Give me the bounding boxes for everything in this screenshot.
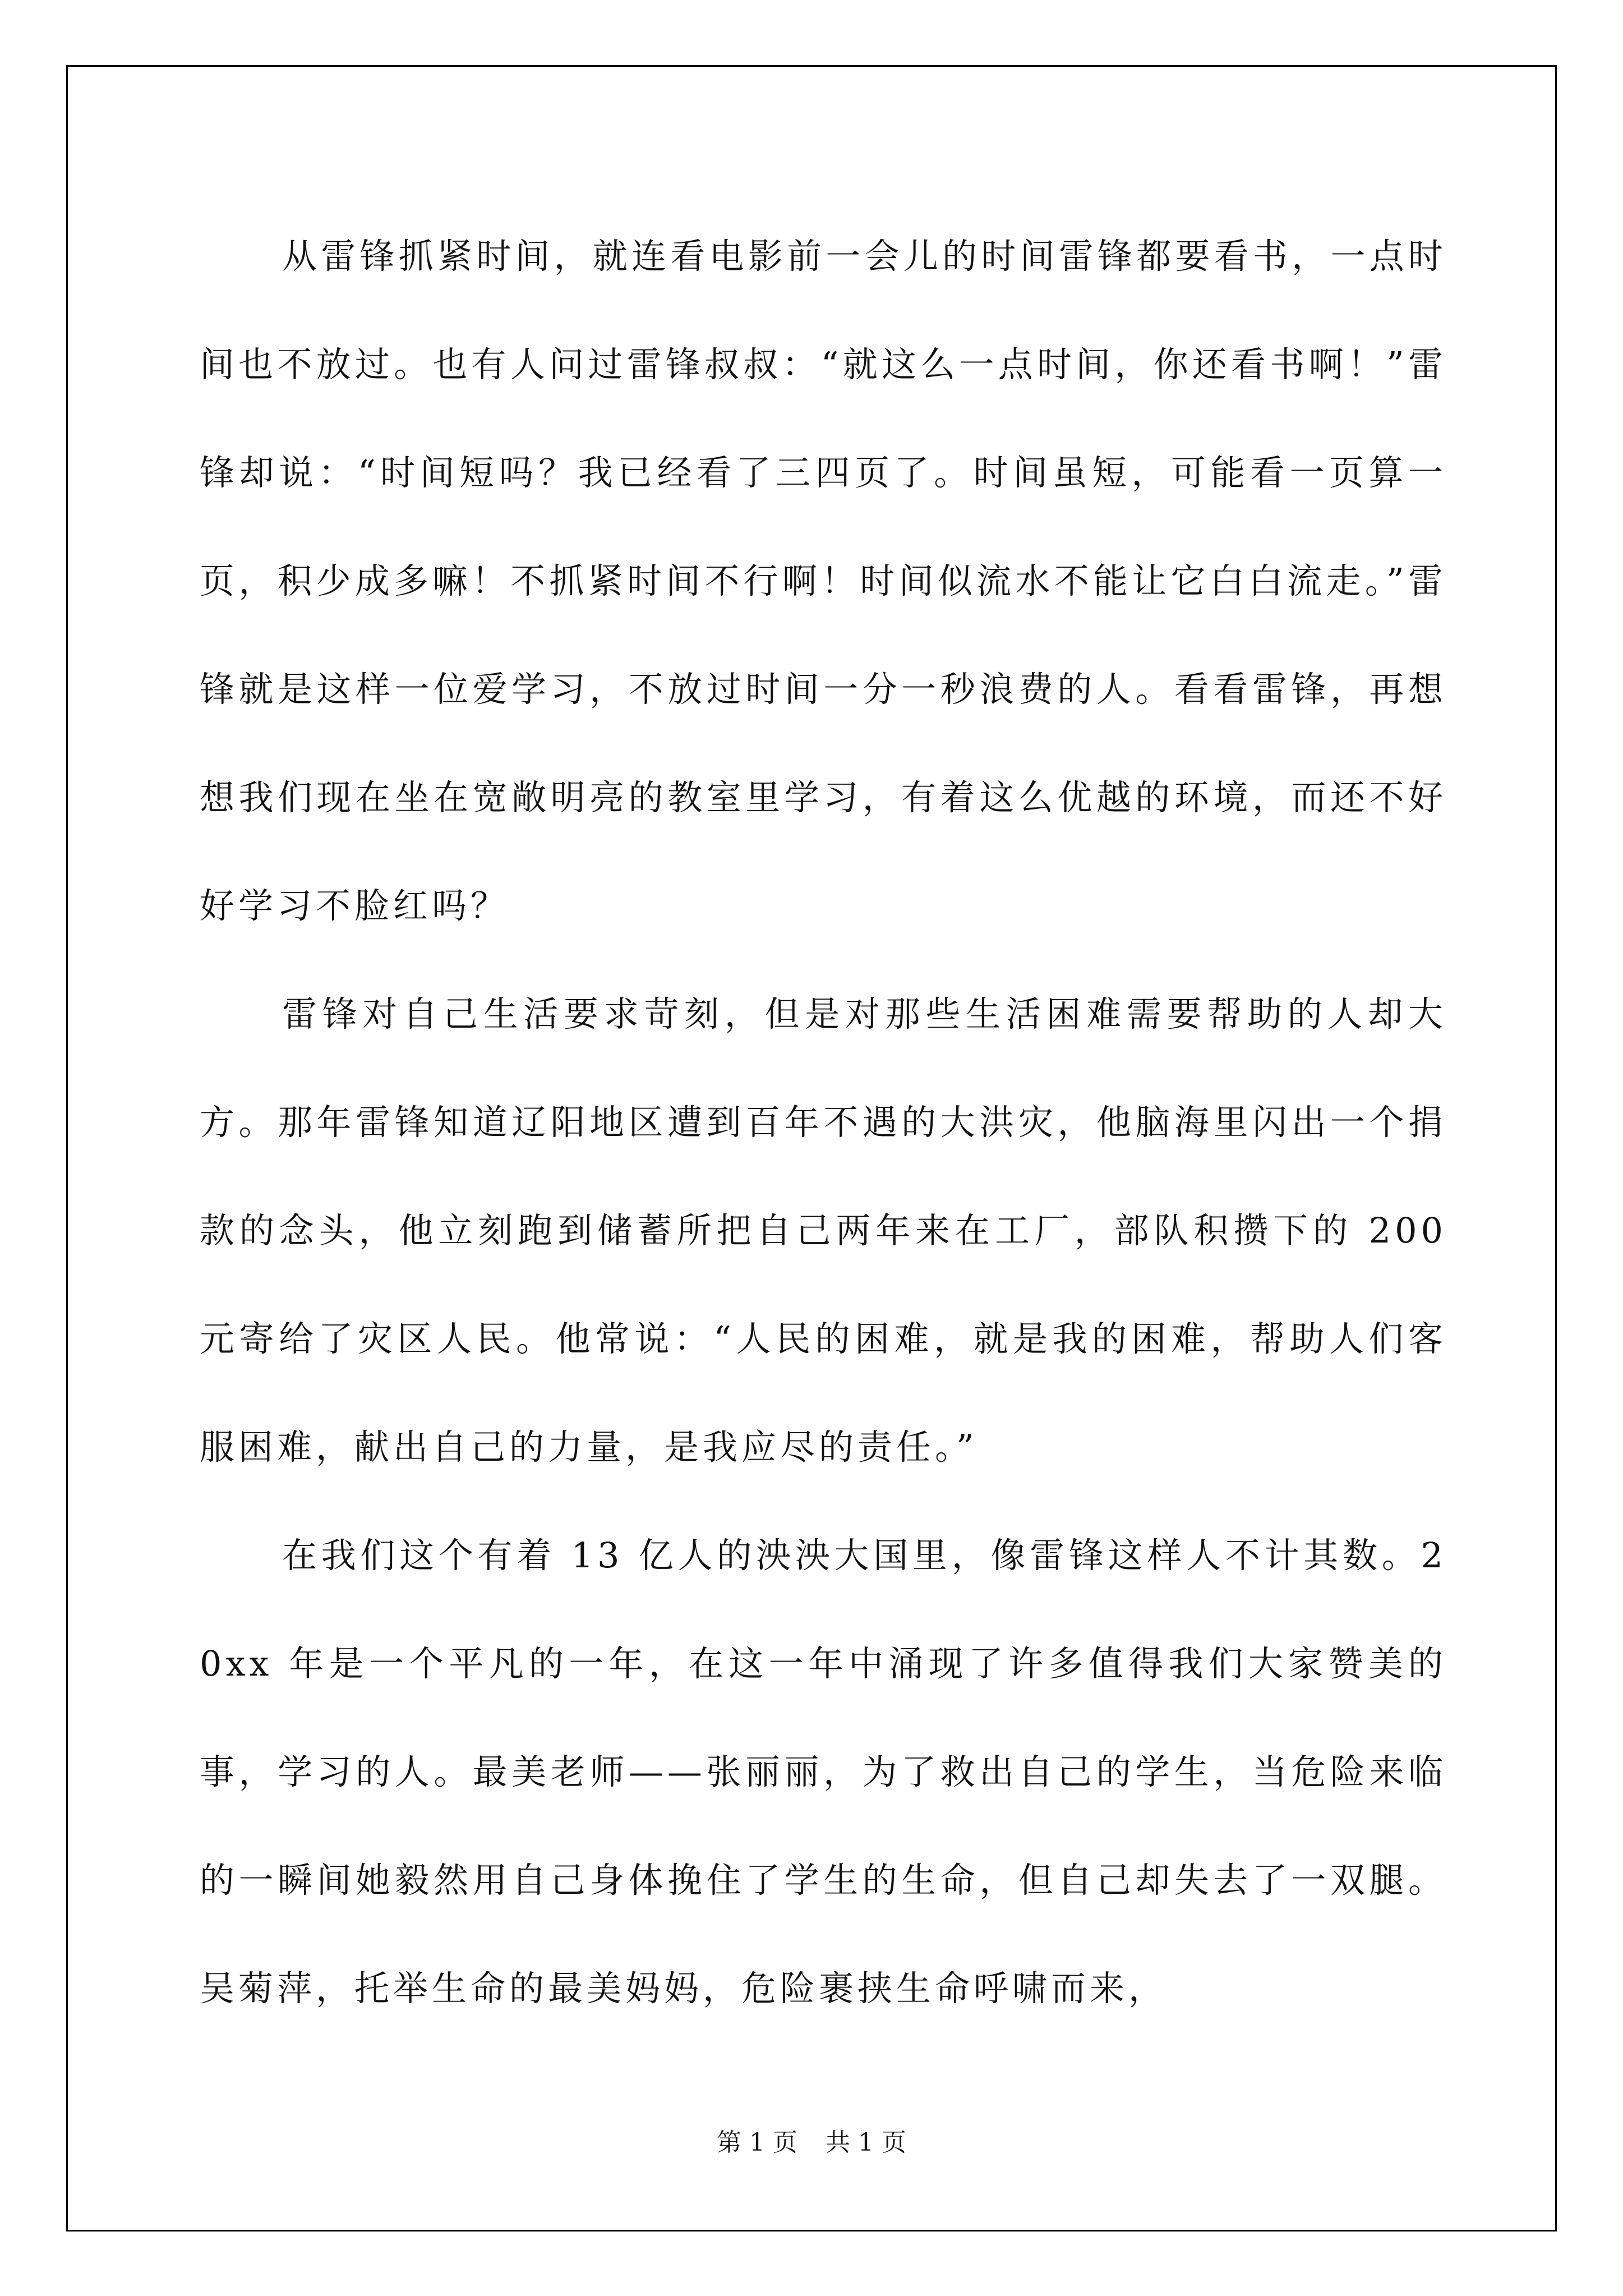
page-total: 共 1 页 [826,2128,906,2157]
page-number: 第 1 页 [717,2128,797,2157]
paragraph-1: 从雷锋抓紧时间，就连看电影前一会儿的时间雷锋都要看书，一点时间也不放过。也有人问过雷锋叔叔：“就这么一点时间，你还看书啊！”雷锋却说：“时间短吗？我已经看了三四页了。时间虽短，可能看一页算一页，积少成多嘛！不抓紧时间不行啊！时间似流水不能让它白白流走。”雷锋就是这样一位爱学习，不放过时间一分一秒浪费的人。看看雷锋，再想想我们现在坐在宽敞明亮的教室里学习，有着这么优越的环境，而还不好好学习不脸红吗？ [200,236,1447,926]
paragraph-3: 在我们这个有着 13 亿人的泱泱大国里，像雷锋这样人不计其数。20xx 年是一个平凡的一年，在这一年中涌现了许多值得我们大家赞美的事，学习的人。最美老师——张丽丽，为了救出自己的学生，当危险来临的一瞬间她毅然用自己身体挽住了学生的生命，但自己却失去了一双腿。吴菊萍，托举生命的最美妈妈，危险裹挟生命呼啸而来， [200,1535,1447,2009]
document-body [200,202,1447,2042]
page-footer [0,2126,1623,2160]
paragraph-2: 雷锋对自己生活要求苛刻，但是对那些生活困难需要帮助的人却大方。那年雷锋知道辽阳地区遭到百年不遇的大洪灾，他脑海里闪出一个捐款的念头，他立刻跑到储蓄所把自己两年来在工厂，部队积攒下的 200 元寄给了灾区人民。他常说：“人民的困难，就是我的困难，帮助人们客服困难，献出自己的力量，是我应尽的责任。” [200,993,1447,1467]
